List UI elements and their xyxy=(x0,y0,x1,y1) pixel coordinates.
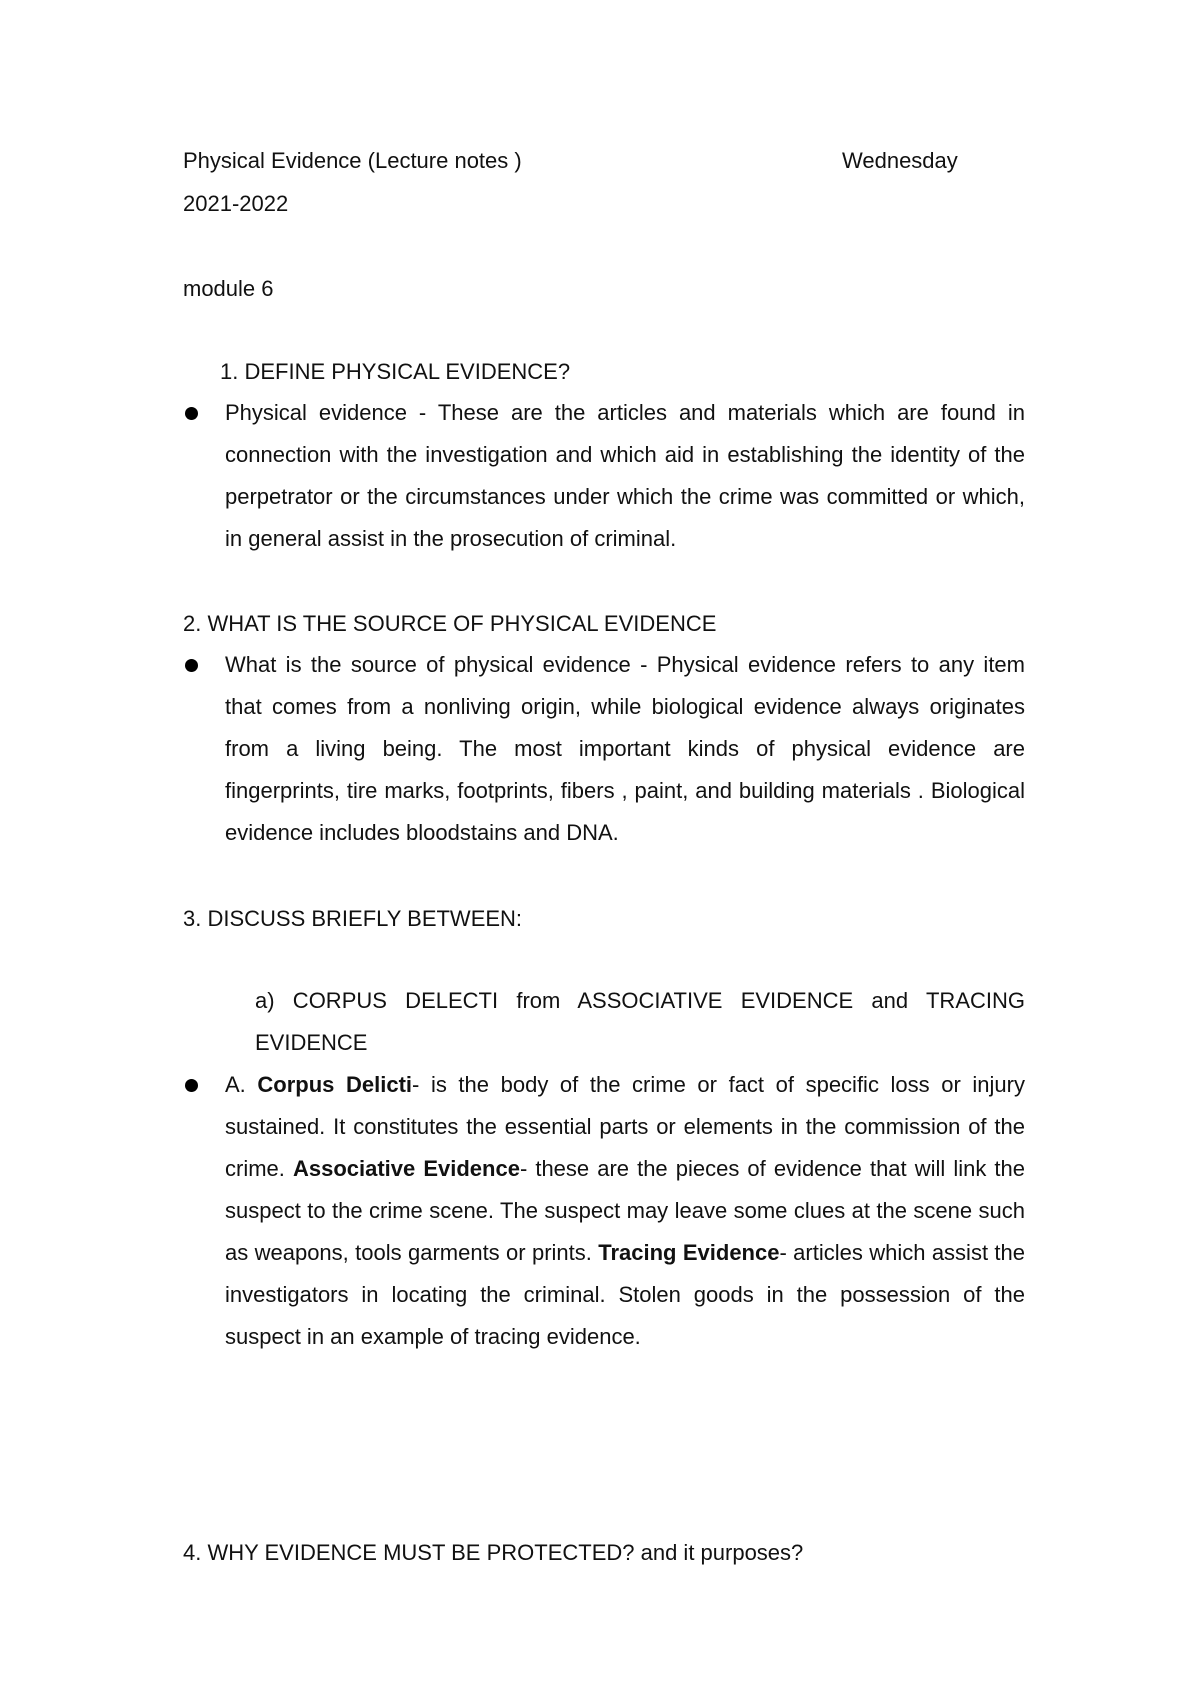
term-corpus-delicti: Corpus Delicti xyxy=(257,1072,413,1097)
lecture-day: Wednesday xyxy=(842,148,958,173)
question-2-answer: What is the source of physical evidence - Physical evidence refers to any item that comes from a nonliving origin, while biological evidence always originates from a living being. The most important kinds of physical evidence are fingerprints, tire marks, footprints, fibers , paint, and building materials . Biological evidence includes bloodstains and DNA. xyxy=(225,652,1025,845)
question-3-heading: 3. DISCUSS BRIEFLY BETWEEN: xyxy=(183,906,523,931)
corpus-delicti-definition: - is the body of the crime or fact of specific loss or injury sustained. It constitutes the essential parts or elements in the commission of the crime. xyxy=(225,1072,1025,1181)
subitem-a-text: a) CORPUS DELECTI from ASSOCIATIVE EVIDENCE and TRACING EVIDENCE xyxy=(255,988,1025,1055)
bullet-icon xyxy=(185,1079,198,1092)
term-tracing-evidence: Tracing Evidence xyxy=(598,1240,780,1265)
question-3-subitem-a xyxy=(220,980,1025,1064)
answer-prefix: A. xyxy=(225,1072,258,1097)
document-title: Physical Evidence (Lecture notes ) xyxy=(183,148,522,173)
bullet-icon xyxy=(185,659,198,672)
question-4-heading: 4. WHY EVIDENCE MUST BE PROTECTED? and it purposes? xyxy=(183,1540,804,1565)
module-label: module 6 xyxy=(183,276,274,301)
term-associative-evidence: Associative Evidence xyxy=(292,1156,520,1181)
bullet-icon xyxy=(185,407,198,420)
question-2-heading: 2. WHAT IS THE SOURCE OF PHYSICAL EVIDENCE xyxy=(183,611,717,636)
academic-year: 2021-2022 xyxy=(183,191,289,216)
question-3-answer xyxy=(225,1064,1025,1358)
question-1-heading: 1. DEFINE PHYSICAL EVIDENCE? xyxy=(220,359,571,384)
question-1-answer: Physical evidence - These are the articles and materials which are found in connection with the investigation and which aid in establishing the identity of the perpetrator or the circumstances under which the crime was committed or which, in general assist in the prosecution of criminal. xyxy=(225,400,1025,551)
tracing-evidence-definition: - articles which assist the investigators in locating the criminal. Stolen goods in the possession of the suspect in an example of tracing evidence. xyxy=(225,1240,1025,1349)
associative-evidence-definition: - these are the pieces of evidence that will link the suspect to the crime scene. The suspect may leave some clues at the scene such as weapons, tools garments or prints. xyxy=(225,1156,1026,1265)
